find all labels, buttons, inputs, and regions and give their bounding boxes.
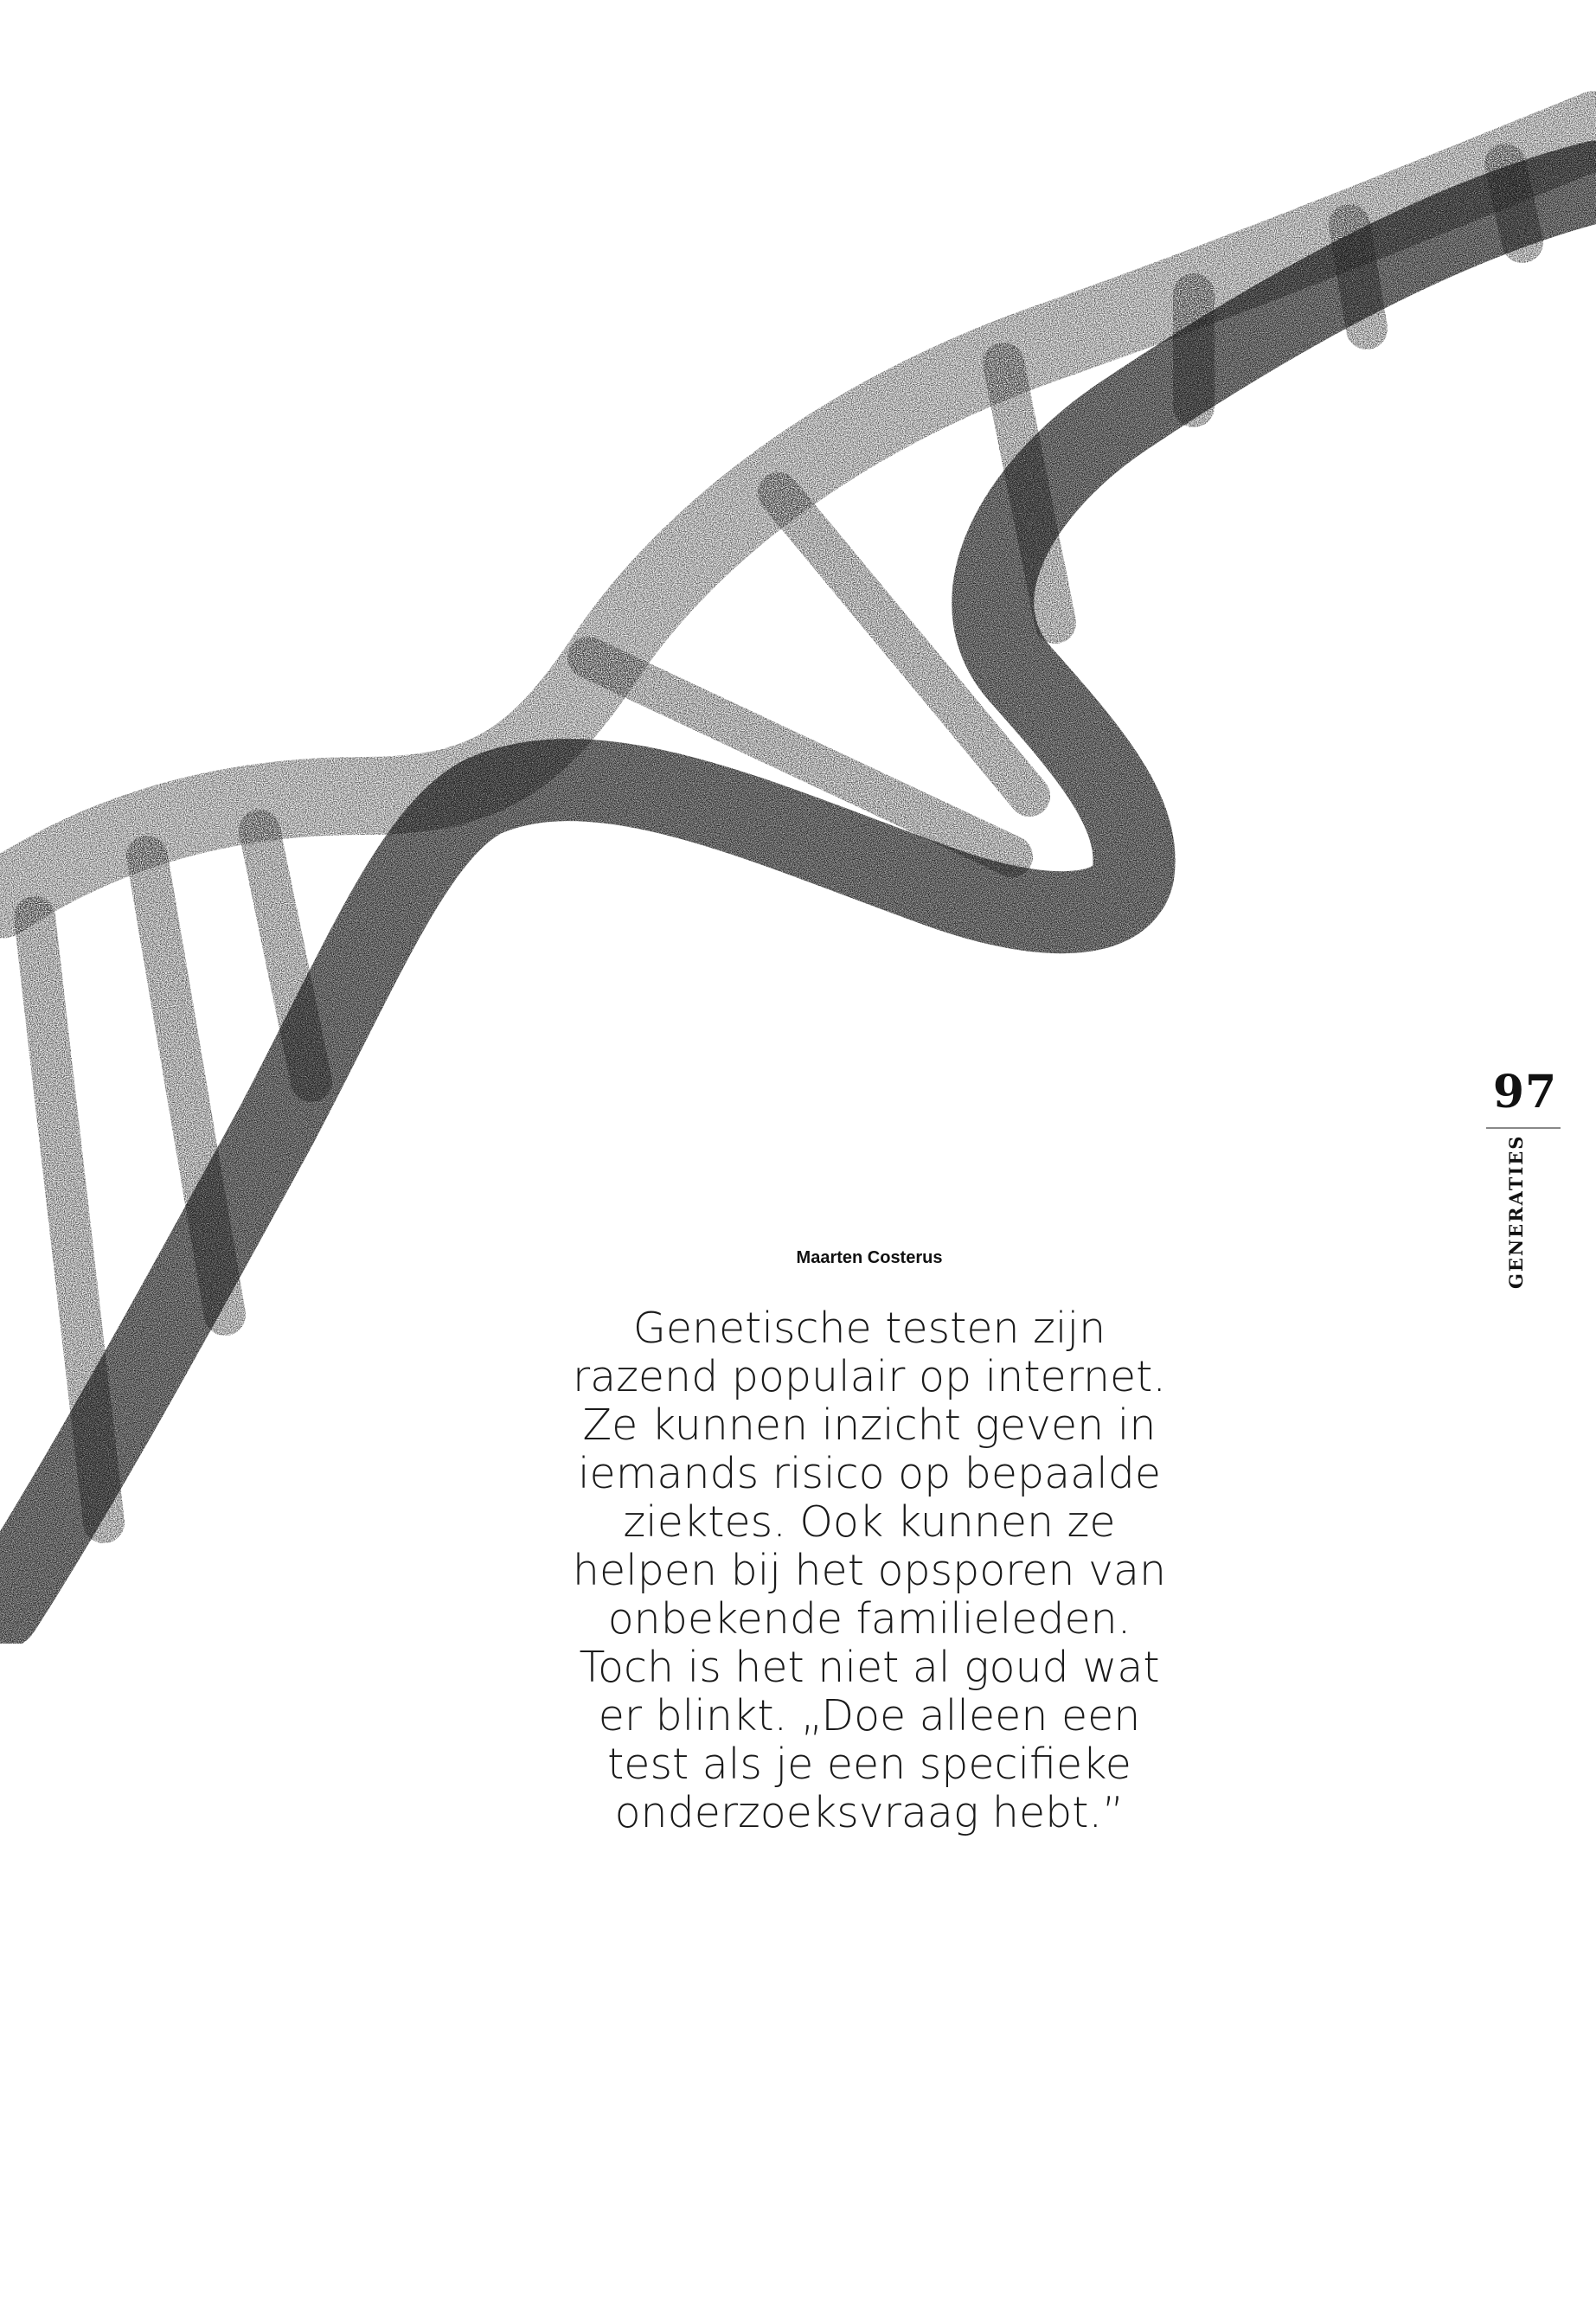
article-author: Maarten Costerus [796,1248,943,1267]
intro-line: onderzoeksvraag hebt.” [614,1788,1125,1837]
intro-line: Toch is het niet al goud wat [579,1643,1160,1692]
page-number-divider [1486,1127,1561,1129]
intro-line: razend populair op internet. [573,1352,1166,1401]
intro-line: Genetische testen zijn [632,1304,1106,1353]
article-intro [549,1304,1189,1837]
intro-line: test als je een specifieke [607,1740,1131,1789]
intro-line: Ze kunnen inzicht geven in [582,1400,1157,1450]
intro-line: er blinkt. „Doe alleen een [598,1691,1141,1740]
intro-line: helpen bij het opsporen van [572,1546,1167,1595]
page-number: 97 [1492,1066,1558,1118]
intro-line: onbekende familieleden. [607,1594,1131,1644]
intro-line: iemands risico op bepaalde [577,1449,1162,1498]
intro-line: ziektes. Ook kunnen ze [623,1497,1116,1547]
section-label: GENERATIES [1505,1134,1527,1289]
